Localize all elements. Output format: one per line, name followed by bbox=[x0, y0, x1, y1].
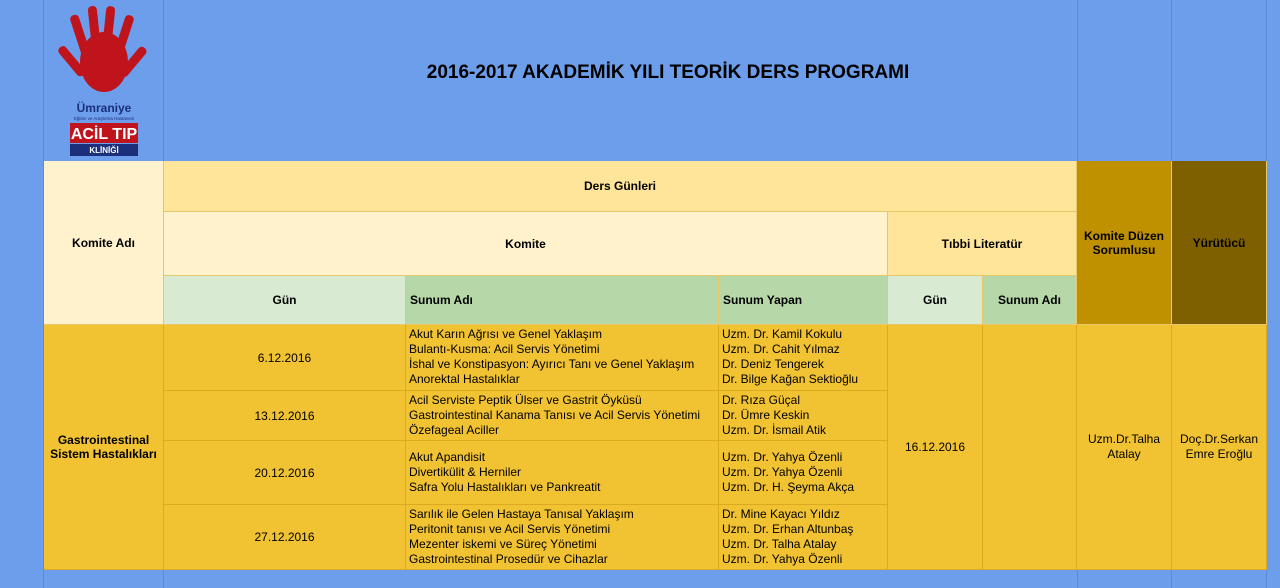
komite-adi-cell: Gastrointestinal Sistem Hastalıkları bbox=[44, 325, 164, 570]
sunum-yapan-line: Dr. Ümre Keskin bbox=[722, 408, 810, 422]
sunum-yapan-line: Dr. Bilge Kağan Sektioğlu bbox=[722, 372, 859, 386]
yurutucu-cell: Doç.Dr.Serkan Emre Eroğlu bbox=[1172, 325, 1267, 570]
literatur-sunum-adi-header: Sunum Adı bbox=[983, 276, 1077, 325]
logo-text-umraniye: Ümraniye bbox=[76, 101, 132, 115]
clinic-logo bbox=[44, 0, 164, 161]
sunum-adi-line: Gastrointestinal Kanama Tanısı ve Acil Servis Yönetimi bbox=[409, 408, 701, 422]
row-sunum-yapan bbox=[719, 391, 888, 441]
sunum-yapan-line: Dr. Rıza Güçal bbox=[722, 393, 801, 407]
sunum-adi-line: Gastrointestinal Prosedür ve Cihazlar bbox=[409, 552, 608, 566]
row-sunum-adi bbox=[406, 505, 719, 570]
sunum-adi-header: Sunum Adı bbox=[406, 276, 719, 325]
logo-text-klinigi: KLİNİĞİ bbox=[89, 146, 119, 155]
row-sunum-yapan bbox=[719, 505, 888, 570]
sunum-adi-line: İshal ve Konstipasyon: Ayırıcı Tanı ve Genel Yaklaşım bbox=[409, 357, 695, 371]
row-sunum-adi bbox=[406, 325, 719, 391]
sunum-adi-line: Safra Yolu Hastalıkları ve Pankreatit bbox=[409, 480, 601, 494]
sunum-yapan-line: Uzm. Dr. Yahya Özenli bbox=[722, 552, 843, 566]
sunum-yapan-line: Uzm. Dr. Yahya Özenli bbox=[722, 465, 843, 479]
komite-header: Komite bbox=[164, 212, 888, 276]
sunum-yapan-line: Uzm. Dr. Yahya Özenli bbox=[722, 450, 843, 464]
sunum-yapan-line: Uzm. Dr. Talha Atalay bbox=[722, 537, 837, 551]
sunum-adi-line: Özefageal Aciller bbox=[409, 423, 500, 437]
yurutucu-header: Yürütücü bbox=[1172, 161, 1267, 325]
komite-duzen-header: Komite Düzen Sorumlusu bbox=[1077, 161, 1172, 325]
row-gun: 27.12.2016 bbox=[164, 505, 406, 570]
sunum-yapan-line: Uzm. Dr. İsmail Atik bbox=[722, 423, 827, 437]
sunum-adi-line: Akut Apandisit bbox=[409, 450, 486, 464]
logo-text-hospital: Eğitim ve Araştırma Hastanesi bbox=[73, 116, 135, 121]
sunum-yapan-line: Uzm. Dr. Cahit Yılmaz bbox=[722, 342, 840, 356]
row-sunum-adi bbox=[406, 441, 719, 505]
sunum-adi-line: Bulantı-Kusma: Acil Servis Yönetimi bbox=[409, 342, 600, 356]
sunum-adi-line: Sarılık ile Gelen Hastaya Tanısal Yaklaşım bbox=[409, 507, 634, 521]
page-title: 2016-2017 AKADEMİK YILI TEORİK DERS PROGRAMI bbox=[426, 61, 910, 83]
literatur-sunum-cell bbox=[983, 325, 1077, 570]
sunum-yapan-line: Uzm. Dr. Erhan Altunbaş bbox=[722, 522, 854, 536]
sunum-adi-line: Peritonit tanısı ve Acil Servis Yönetimi bbox=[409, 522, 611, 536]
row-gun: 13.12.2016 bbox=[164, 391, 406, 441]
sunum-yapan-line: Uzm. Dr. H. Şeyma Akça bbox=[722, 480, 855, 494]
komite-adi-header: Komite Adı bbox=[44, 161, 164, 325]
row-sunum-adi bbox=[406, 391, 719, 441]
sunum-adi-line: Acil Serviste Peptik Ülser ve Gastrit Öyküsü bbox=[409, 393, 642, 407]
logo-text-acil-tip: ACİL TIP bbox=[70, 126, 138, 143]
hand-logo-icon bbox=[44, 0, 164, 161]
row-sunum-yapan bbox=[719, 441, 888, 505]
row-gun: 20.12.2016 bbox=[164, 441, 406, 505]
sunum-yapan-header: Sunum Yapan bbox=[719, 276, 888, 325]
sunum-yapan-line: Uzm. Dr. Kamil Kokulu bbox=[722, 327, 843, 341]
literatur-gun-cell: 16.12.2016 bbox=[888, 325, 983, 570]
sunum-adi-line: Mezenter iskemi ve Süreç Yönetimi bbox=[409, 537, 597, 551]
tibbi-literatur-header: Tıbbi Literatür bbox=[888, 212, 1077, 276]
row-gun: 6.12.2016 bbox=[164, 325, 406, 391]
ders-gunleri-header: Ders Günleri bbox=[164, 161, 1077, 212]
komite-duzen-sorumlusu-cell: Uzm.Dr.Talha Atalay bbox=[1077, 325, 1172, 570]
sunum-yapan-line: Dr. Mine Kayacı Yıldız bbox=[722, 507, 840, 521]
sunum-yapan-line: Dr. Deniz Tengerek bbox=[722, 357, 824, 371]
sunum-adi-line: Divertikülit & Herniler bbox=[409, 465, 522, 479]
gun-header: Gün bbox=[164, 276, 406, 325]
sunum-adi-line: Akut Karın Ağrısı ve Genel Yaklaşım bbox=[409, 327, 602, 341]
row-sunum-yapan bbox=[719, 325, 888, 391]
literatur-gun-header: Gün bbox=[888, 276, 983, 325]
sunum-adi-line: Anorektal Hastalıklar bbox=[409, 372, 520, 386]
